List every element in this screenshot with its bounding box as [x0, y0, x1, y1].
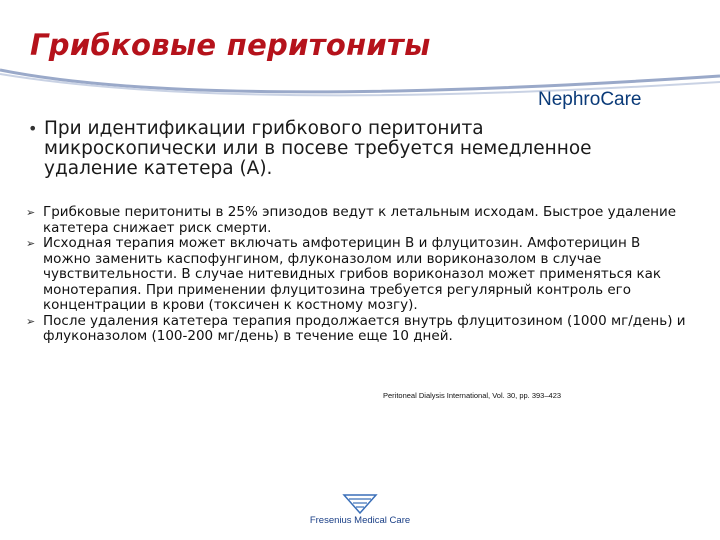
arrow-bullet-icon: ➢ — [26, 314, 36, 328]
fresenius-logo-icon — [342, 493, 378, 515]
arrow-bullet-icon: ➢ — [26, 237, 36, 250]
arrow-bullet-icon: ➢ — [26, 206, 36, 219]
list-item-text: Грибковые перитониты в 25% эпизодов ведут к летальным исходам. Быстрое удаление катетера снижает риск смерти. — [43, 204, 677, 236]
dot-bullet-icon: • — [28, 119, 38, 138]
sub-bullet-list — [26, 205, 686, 345]
list-item-text: Исходная терапия может включать амфотерицин В и флуцитозин. Амфотерицин В можно заменить каспофунгином, флуконазолом или вориконазолом в случае чувствительности. В случае нитевидных грибов вориконазол может применяться как монотерапия. При применении флуцитозина требуется регулярный контроль его концентрации в крови (токсичен к костному мозгу). — [43, 235, 662, 313]
list-item — [26, 314, 686, 345]
footer-brand: Fresenius Medical Care — [309, 515, 411, 526]
slide-title: Грибковые перитониты — [30, 28, 431, 62]
citation: Peritoneal Dialysis International, Vol. 30, pp. 393–423 — [383, 391, 562, 400]
main-bullet-text: При идентификации грибкового перитонита микроскопически или в посеве требуется немедленное удаление катетера (А). — [44, 118, 592, 179]
main-bullet — [28, 119, 628, 179]
list-item — [26, 236, 686, 314]
nephrocare-logo-text: NephroCare — [538, 89, 642, 110]
list-item — [26, 205, 686, 236]
list-item-text: После удаления катетера терапия продолжается внутрь флуцитозином (1000 мг/день) и флуконазолом (100-200 мг/день) в течение еще 10 дней. — [43, 312, 686, 344]
nephrocare-logo — [538, 89, 642, 111]
